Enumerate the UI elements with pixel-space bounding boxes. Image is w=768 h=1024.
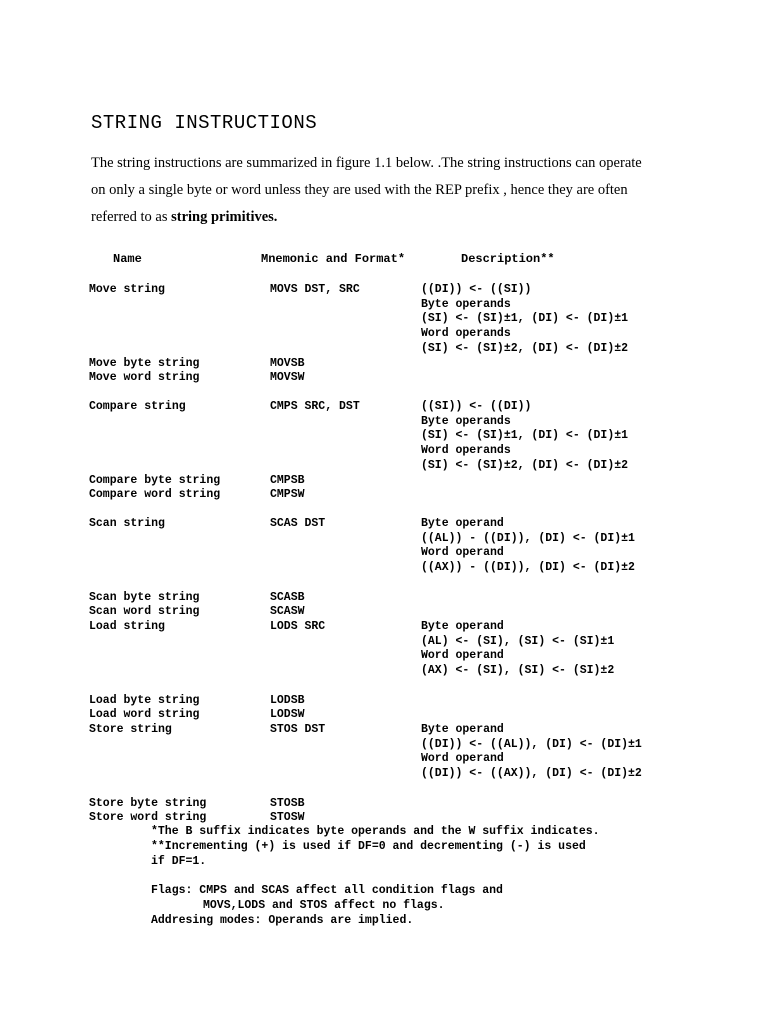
variant-name: Move word string: [89, 371, 200, 385]
instruction-description-line: (SI) <- (SI)±1, (DI) <- (DI)±1: [421, 429, 629, 443]
intro-line-2: on only a single byte or word unless they are used with the REP prefix , hence they are often: [91, 182, 628, 198]
instruction-description-line: Byte operand: [421, 620, 504, 633]
variant-mnemonic: MOVSB: [270, 356, 305, 370]
variant-mnemonic: LODSB: [270, 693, 305, 707]
intro-line-3-text: referred to as: [91, 209, 172, 225]
instruction-description-line: ((AL)) - ((DI)), (DI) <- (DI)±1: [421, 531, 635, 545]
instruction-description-line: Word operands: [421, 327, 511, 341]
instruction-description-line: (SI) <- (SI)±1, (DI) <- (DI)±1: [421, 312, 629, 326]
instruction-mnemonic: MOVS DST, SRC: [270, 283, 360, 296]
instruction-description-line: Byte operand: [421, 517, 504, 530]
instruction-name: Store string: [89, 723, 172, 736]
instruction-description-line: Word operand: [421, 649, 504, 663]
instruction-mnemonic: STOS DST: [270, 723, 326, 736]
instruction-description-line: ((SI)) <- ((DI)): [421, 400, 532, 413]
instruction-description-line: ((DI)) <- ((SI)): [421, 283, 532, 296]
instruction-description-line: (SI) <- (SI)±2, (DI) <- (DI)±2: [421, 341, 629, 355]
instruction-description-line: (SI) <- (SI)±2, (DI) <- (DI)±2: [421, 458, 629, 472]
instruction-description-line: Word operand: [421, 752, 504, 766]
variant-name: Scan word string: [89, 605, 200, 619]
string-primitives-term: string primitives.: [171, 209, 278, 225]
flags-note-cont: MOVS,LODS and STOS affect no flags.: [203, 899, 445, 912]
variant-mnemonic: MOVSW: [270, 371, 305, 385]
instruction-description-line: (AL) <- (SI), (SI) <- (SI)±1: [421, 634, 615, 648]
instruction-description-line: Byte operands: [421, 414, 511, 428]
instruction-name: Move string: [89, 283, 165, 296]
variant-mnemonic: SCASB: [270, 590, 305, 604]
variant-name: Load word string: [89, 708, 200, 722]
instruction-description-line: Word operand: [421, 546, 504, 560]
variant-mnemonic: STOSW: [270, 811, 305, 825]
variant-mnemonic: STOSB: [270, 796, 305, 810]
instruction-name: Compare string: [89, 400, 186, 413]
instruction-mnemonic: CMPS SRC, DST: [270, 400, 360, 413]
variant-name: Move byte string: [89, 356, 200, 370]
variant-mnemonic: CMPSW: [270, 488, 305, 502]
footnote-suffix: *The B suffix indicates byte operands and the W suffix indicates.: [151, 825, 600, 838]
variant-mnemonic: LODSW: [270, 708, 305, 722]
instruction-description-line: Word operands: [421, 444, 511, 458]
intro-line-3: [91, 209, 277, 226]
variant-name: Load byte string: [89, 693, 200, 707]
flags-note: Flags: CMPS and SCAS affect all condition flags and: [151, 884, 503, 897]
variant-name: Store byte string: [89, 796, 207, 810]
header-mnemonic: Mnemonic and Format*: [261, 252, 406, 266]
footnote-direction-cont: if DF=1.: [151, 855, 207, 868]
instruction-mnemonic: LODS SRC: [270, 620, 326, 633]
instruction-description-line: ((DI)) <- ((AX)), (DI) <- (DI)±2: [421, 767, 642, 781]
instruction-name: Load string: [89, 620, 165, 633]
header-name: Name: [113, 252, 142, 266]
instruction-name: Scan string: [89, 517, 165, 530]
intro-line-1: The string instructions are summarized in figure 1.1 below. .The string instructions can operate: [91, 155, 642, 171]
variant-name: Compare byte string: [89, 473, 221, 487]
instruction-description-line: ((DI)) <- ((AL)), (DI) <- (DI)±1: [421, 737, 642, 751]
variant-name: Store word string: [89, 811, 207, 825]
instruction-description-line: Byte operands: [421, 297, 511, 311]
header-description: Description**: [461, 252, 555, 266]
instruction-mnemonic: SCAS DST: [270, 517, 326, 530]
variant-name: Scan byte string: [89, 590, 200, 604]
instruction-description-line: Byte operand: [421, 723, 504, 736]
instruction-description-line: ((AX)) - ((DI)), (DI) <- (DI)±2: [421, 561, 635, 575]
variant-mnemonic: CMPSB: [270, 473, 305, 487]
variant-name: Compare word string: [89, 488, 221, 502]
variant-mnemonic: SCASW: [270, 605, 305, 619]
addressing-modes-note: Addresing modes: Operands are implied.: [151, 914, 414, 927]
instruction-description-line: (AX) <- (SI), (SI) <- (SI)±2: [421, 664, 615, 678]
page-title: STRING INSTRUCTIONS: [91, 112, 318, 134]
footnote-direction: **Incrementing (+) is used if DF=0 and decrementing (-) is used: [151, 840, 586, 853]
